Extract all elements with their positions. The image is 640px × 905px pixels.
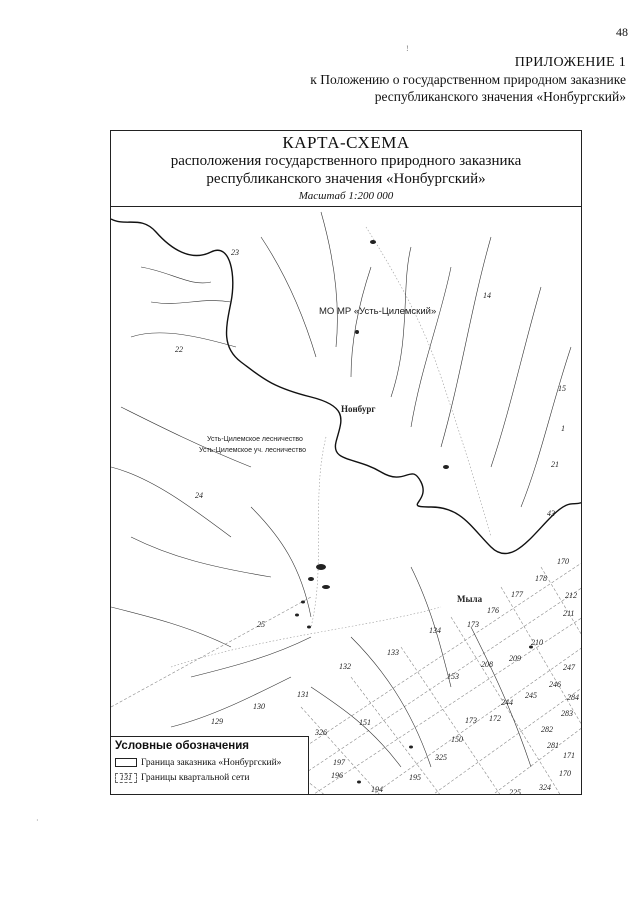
quarter-number: 208 [481,660,493,669]
quarter-number: 25 [257,620,265,629]
map-label-myla: Мыла [457,594,483,604]
quarter-number: 225 [509,788,521,795]
appendix-subtitle-2: республиканского значения «Нонбургский» [374,89,626,104]
quarter-number: 209 [509,654,521,663]
quarter-number: 195 [409,773,421,782]
appendix-title: ПРИЛОЖЕНИЕ 1 [514,55,626,70]
quarter-number: 177 [511,590,523,599]
quarter-number: 324 [539,783,551,792]
appendix-subtitle-1: к Положению о государственном природном заказнике [310,72,626,87]
quarter-number: 246 [549,680,561,689]
quarter-number: 176 [487,606,499,615]
quarter-number: 43 [547,509,555,518]
quarter-number: 24 [195,491,203,500]
quarter-number: 173 [465,716,477,725]
stray-mark: · [36,816,39,825]
quarter-number: 326 [315,728,327,737]
quarter-number: 282 [541,725,553,734]
quarter-number: 133 [387,648,399,657]
legend-title: Условные обозначения [115,740,250,752]
quarter-number: 150 [451,735,463,744]
map-label-nonburg: Нонбург [341,404,376,414]
quarter-number: 15 [558,384,566,393]
quarter-number: 210 [531,638,543,647]
grid-swatch: 131 [115,773,137,783]
page-number: 48 [616,25,628,39]
boundary-swatch [115,758,137,767]
quarter-number: 212 [565,591,577,600]
quarter-number: 197 [333,758,345,767]
quarter-number: 170 [557,557,569,566]
quarter-number: 211 [563,609,575,618]
quarter-number: 153 [447,672,459,681]
legend-row-boundary [115,755,304,770]
legend [111,736,309,794]
quarter-number: 325 [435,753,447,762]
quarter-number: 172 [489,714,501,723]
tributaries [111,212,571,767]
quarter-number: 178 [535,574,547,583]
quarter-number: 283 [561,709,573,718]
map-label-region: МО МР «Усть-Цилемский» [319,306,437,317]
quarter-number: 173 [467,620,479,629]
map-label-forestry-1: Усть-Цилемское лесничество [207,436,303,443]
quarter-number: 134 [429,626,441,635]
map-title-box [111,131,581,207]
quarter-number: 284 [567,693,579,702]
quarter-number: 196 [331,771,343,780]
quarter-number: 132 [339,662,351,671]
quarter-number: 151 [359,718,371,727]
map-subtitle-2: республиканского значения «Нонбургский» [206,171,486,187]
quarter-number: 245 [525,691,537,700]
quarter-number: 129 [211,717,223,726]
map-label-forestry-2: Усть-Цилемское уч. лесничество [199,447,306,454]
quarter-number: 247 [563,663,575,672]
quarter-number: 170 [559,769,571,778]
quarter-number: 23 [231,248,239,257]
appendix-header [310,54,626,105]
quarter-number: 244 [501,698,513,707]
legend-boundary-label: Граница заказника «Нонбургский» [141,757,282,768]
legend-row-grid [115,770,304,785]
map-scale: Масштаб 1:200 000 [298,190,394,202]
stray-mark: ! [406,44,409,53]
map-title: КАРТА-СХЕМА [282,133,410,152]
quarter-number: 131 [297,690,309,699]
main-river [111,219,582,554]
quarter-number: 21 [551,460,559,469]
quarter-number: 22 [175,345,183,354]
map-frame [110,130,582,795]
legend-grid-label: Границы квартальной сети [141,772,250,783]
quarter-number: 130 [253,702,265,711]
quarter-number: 281 [547,741,559,750]
quarter-number: 171 [563,751,575,760]
map-subtitle-1: расположения государственного природного заказника [170,153,522,169]
quarter-number: 14 [483,291,491,300]
quarter-number: 1 [561,424,565,433]
quarter-number: 194 [371,785,383,794]
lakes [295,240,533,784]
